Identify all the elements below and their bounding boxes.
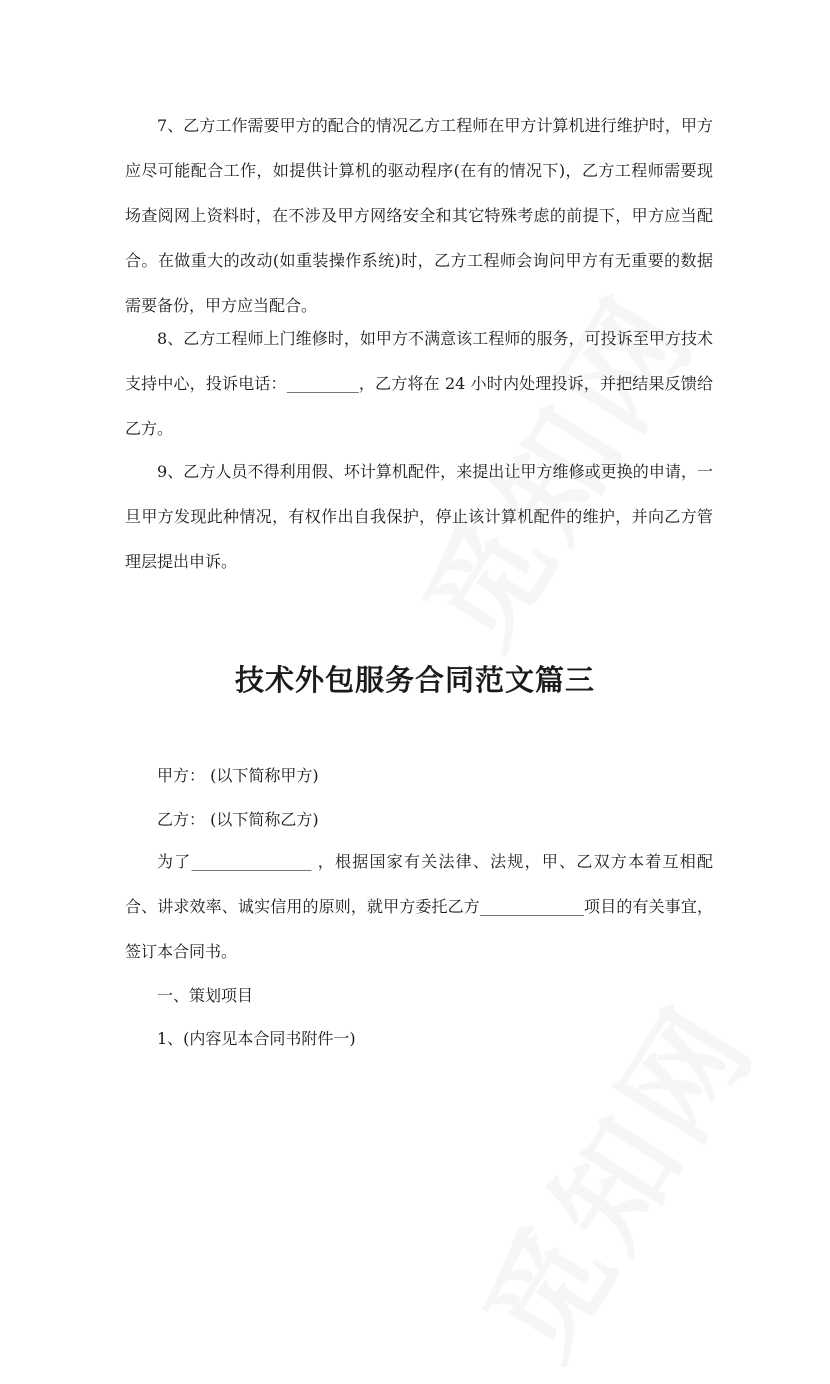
list-item-1: 1、(内容见本合同书附件一) <box>157 1029 356 1048</box>
paragraph-clause-8: 8、乙方工程师上门维修时，如甲方不满意该工程师的服务，可投诉至甲方技术支持中心，投诉电话：_________，乙方将在 24 小时内处理投诉，并把结果反馈给乙方。 <box>125 329 713 438</box>
section-heading-planning: 一、策划项目 <box>157 986 254 1005</box>
contract-intro-paragraph: 为了_______________ ，根据国家有关法律、法规，甲、乙双方本着互相配合、讲求效率、诚实信用的原则，就甲方委托乙方_____________项目的有关事宜，签订本合同书。 <box>125 852 713 961</box>
paragraph-clause-9: 9、乙方人员不得利用假、坏计算机配件，来提出让甲方维修或更换的申请，一旦甲方发现此种情况，有权作出自我保护，停止该计算机配件的维护，并向乙方管理层提出申诉。 <box>125 462 713 571</box>
party-a-line: 甲方： (以下简称甲方) <box>157 766 319 785</box>
paragraph-clause-7: 7、乙方工作需要甲方的配合的情况乙方工程师在甲方计算机进行维护时，甲方应尽可能配合工作，如提供计算机的驱动程序(在有的情况下)，乙方工程师需要现场查阅网上资料时，在不涉及甲方网络安全和其它特殊考虑的前提下，甲方应当配合。在做重大的改动(如重装操作系统)时，乙方工程师会询问甲方有无重要的数据需要备份，甲方应当配合。 <box>125 116 713 315</box>
section-title: 技术外包服务合同范文篇三 <box>234 663 595 697</box>
party-b-line: 乙方： (以下简称乙方) <box>157 810 319 829</box>
watermark-graphic-lower <box>437 968 786 1384</box>
